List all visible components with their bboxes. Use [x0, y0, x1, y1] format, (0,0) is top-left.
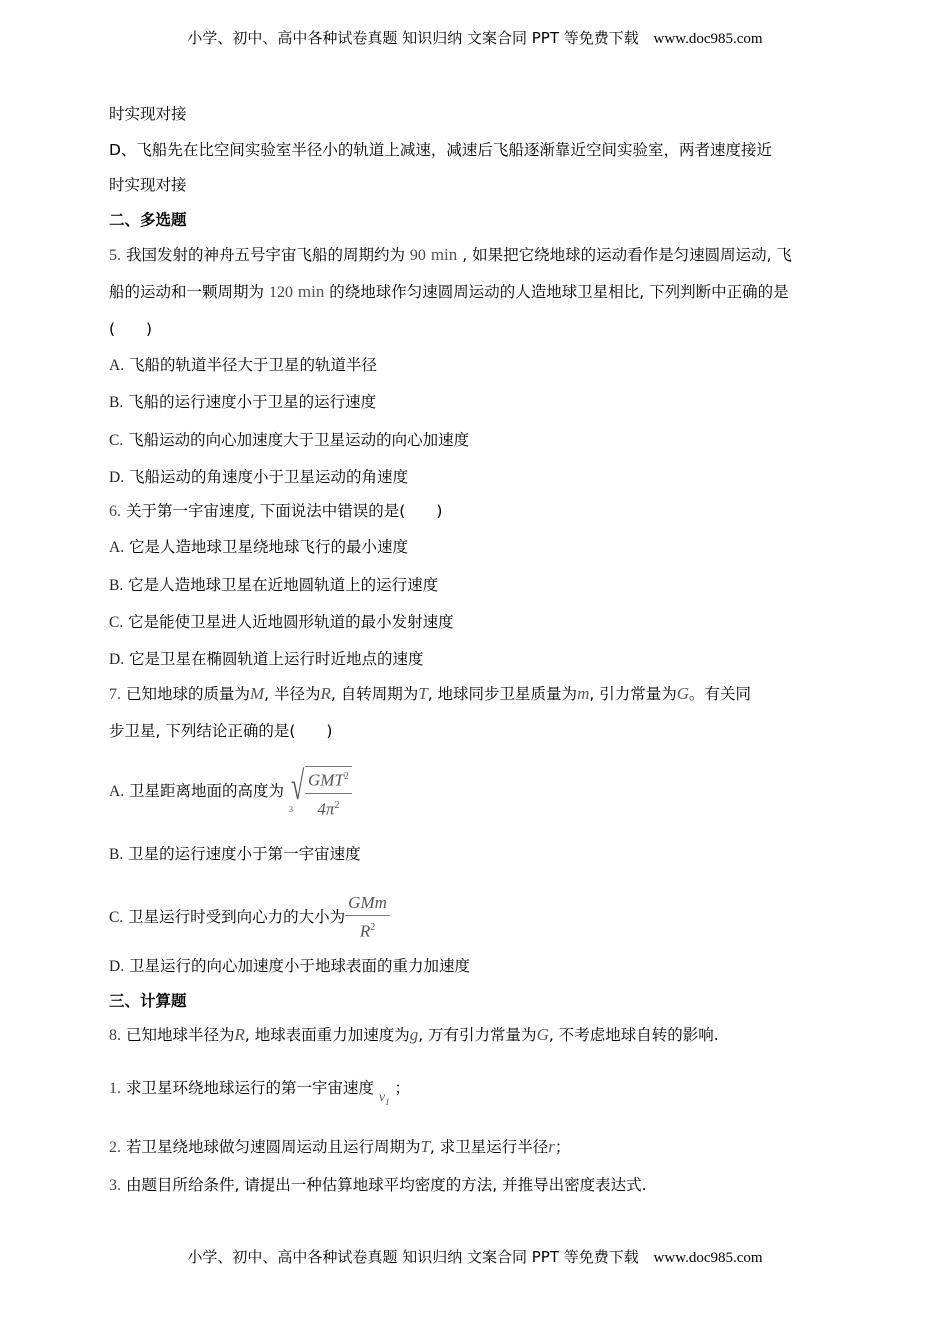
q7-stem-line1	[109, 684, 751, 705]
cube-root-formula	[289, 764, 352, 819]
option-label: D.	[109, 958, 125, 975]
exponent: 2	[334, 799, 340, 811]
sub-question-text: 求卫星环绕地球运行的第一宇宙速度	[125, 1079, 374, 1097]
sub-question-number: 3.	[109, 1177, 121, 1194]
q8-text: , 不考虑地球自转的影响.	[548, 1026, 719, 1044]
denominator: 4π	[317, 799, 335, 819]
q6-option-d	[109, 649, 424, 670]
period-value: 120	[268, 284, 293, 301]
q5-stem-line1	[109, 245, 792, 266]
q8-text: 已知地球半径为	[125, 1026, 235, 1044]
answer-blank: ( )	[109, 320, 153, 338]
option-label: B.	[109, 846, 124, 863]
page-footer	[0, 1246, 950, 1267]
continuation-line: 时实现对接	[109, 176, 187, 194]
option-label: A.	[109, 783, 125, 801]
q7-text: , 半径为	[264, 685, 321, 703]
option-text: 它是人造地球卫星绕地球飞行的最小速度	[129, 538, 409, 556]
q4-option-d: D、飞船先在比空间实验室半径小的轨道上减速，减速后飞船逐渐靠近空间实验室，两者速度接近	[109, 141, 772, 159]
var-v1	[379, 1090, 390, 1105]
var-T: T	[420, 1137, 430, 1156]
var-G: G	[536, 1025, 549, 1044]
option-text: 卫星运行的向心加速度小于地球表面的重力加速度	[129, 957, 471, 975]
period-unit: min	[430, 245, 458, 264]
continuation-line: 时实现对接	[109, 105, 187, 123]
q7-option-a	[109, 764, 352, 819]
var-M: M	[249, 684, 265, 703]
var-r: r	[548, 1137, 555, 1156]
var-g: g	[409, 1025, 419, 1044]
page-header	[0, 27, 950, 48]
q7-text: 已知地球的质量为	[125, 685, 250, 703]
q7-option-b	[109, 844, 361, 865]
option-text: 它是人造地球卫星在近地圆轨道上的运行速度	[128, 576, 439, 594]
q8-text: , 万有引力常量为	[418, 1026, 537, 1044]
subscript: 1	[385, 1096, 390, 1107]
root-index: 3	[288, 805, 293, 814]
sub-question-text: , 求卫星运行半径	[429, 1138, 549, 1156]
exponent: 2	[370, 922, 376, 933]
option-label: A.	[109, 539, 125, 556]
radical-sign-icon: √	[290, 763, 305, 808]
option-text: 飞船的运行速度小于卫星的运行速度	[128, 393, 377, 411]
q7-option-c	[109, 893, 390, 942]
q7-option-d	[109, 956, 470, 977]
period-unit: min	[297, 282, 325, 301]
punctuation: ；	[554, 1138, 571, 1156]
sub-question-number: 2.	[109, 1139, 121, 1156]
q7-text: , 自转周期为	[330, 685, 419, 703]
q6-option-c	[109, 612, 454, 633]
q8-sub-1	[109, 1078, 411, 1107]
section-title: 三、计算题	[109, 992, 187, 1010]
var-T: T	[418, 684, 428, 703]
exponent: 2	[343, 771, 349, 782]
numerator: GMm	[348, 893, 387, 912]
q8-sub-2	[109, 1137, 570, 1158]
var-m: m	[577, 684, 590, 703]
option-text: 卫星距离地面的高度为	[129, 782, 285, 801]
q5-option-c	[109, 430, 469, 451]
option-label: D.	[109, 469, 125, 486]
option-label: C.	[109, 908, 124, 926]
option-text: 它是卫星在椭圆轨道上运行时近地点的速度	[129, 650, 424, 668]
var-R: R	[234, 1025, 245, 1044]
q6-option-b	[109, 575, 438, 596]
option-text: 它是能使卫星进人近地圆形轨道的最小发射速度	[128, 613, 454, 631]
q6-option-a	[109, 537, 408, 558]
numerator: GMT	[307, 770, 344, 790]
var-G: G	[676, 684, 689, 703]
fraction	[305, 767, 352, 819]
period-value: 90	[409, 247, 426, 264]
q7-stem-line2: 步卫星, 下列结论正确的是( )	[109, 722, 333, 740]
option-text: 飞船运动的角速度小于卫星运动的角速度	[129, 468, 409, 486]
option-text: 飞船的轨道半径大于卫星的轨道半径	[129, 356, 378, 374]
question-number: 7.	[109, 686, 121, 703]
q6-stem	[109, 501, 442, 522]
sub-question-number: 1.	[109, 1080, 121, 1097]
question-number: 6.	[109, 503, 121, 520]
q5-stem-line2	[109, 282, 789, 303]
option-label: A.	[109, 357, 125, 374]
option-label: C.	[109, 432, 124, 449]
q5-text: , 如果把它绕地球的运动看作是匀速圆周运动, 飞	[462, 246, 792, 264]
option-label: B.	[109, 577, 124, 594]
question-number: 8.	[109, 1027, 121, 1044]
section-title: 二、多选题	[109, 211, 187, 229]
option-text: 卫星运行时受到向心力的大小为	[128, 907, 346, 926]
q5-text: 我国发射的神舟五号宇宙飞船的周期约为	[125, 246, 405, 264]
option-label: D.	[109, 651, 125, 668]
q7-text: , 地球同步卫星质量为	[427, 685, 578, 703]
q5-text: 船的运动和一颗周期为	[109, 283, 265, 301]
q5-option-a	[109, 355, 377, 376]
q6-text: 关于第一宇宙速度, 下面说法中错误的是( )	[125, 502, 443, 520]
footer-url[interactable]: www.doc985.com	[653, 1250, 763, 1266]
fraction	[345, 893, 390, 942]
q5-option-b	[109, 392, 376, 413]
q5-option-d	[109, 467, 408, 488]
sub-question-text: 若卫星绕地球做匀速圆周运动且运行周期为	[125, 1138, 421, 1156]
q8-text: , 地球表面重力加速度为	[244, 1026, 410, 1044]
header-url[interactable]: www.doc985.com	[653, 31, 763, 47]
option-label: C.	[109, 614, 124, 631]
q8-stem	[109, 1025, 719, 1046]
option-text: 飞船运动的向心加速度大于卫星运动的向心加速度	[128, 431, 470, 449]
option-text: 卫星的运行速度小于第一宇宙速度	[128, 845, 361, 863]
q7-text: , 引力常量为	[589, 685, 677, 703]
question-number: 5.	[109, 247, 121, 264]
footer-banner: 小学、初中、高中各种试卷真题 知识归纳 文案合同 PPT 等免费下载	[187, 1248, 639, 1266]
denominator: R	[359, 921, 371, 941]
var-R: R	[320, 684, 331, 703]
q7-text: 。有关同	[688, 685, 751, 703]
sub-question-text: 由题目所给条件, 请提出一种估算地球平均密度的方法, 并推导出密度表达式.	[125, 1176, 647, 1194]
q8-sub-3	[109, 1175, 647, 1196]
punctuation: ；	[394, 1079, 411, 1097]
option-label: B.	[109, 394, 124, 411]
q5-text: 的绕地球作匀速圆周运动的人造地球卫星相比, 下列判断中正确的是	[329, 283, 789, 301]
header-banner: 小学、初中、高中各种试卷真题 知识归纳 文案合同 PPT 等免费下载	[187, 29, 639, 47]
var-v: v	[378, 1090, 386, 1105]
